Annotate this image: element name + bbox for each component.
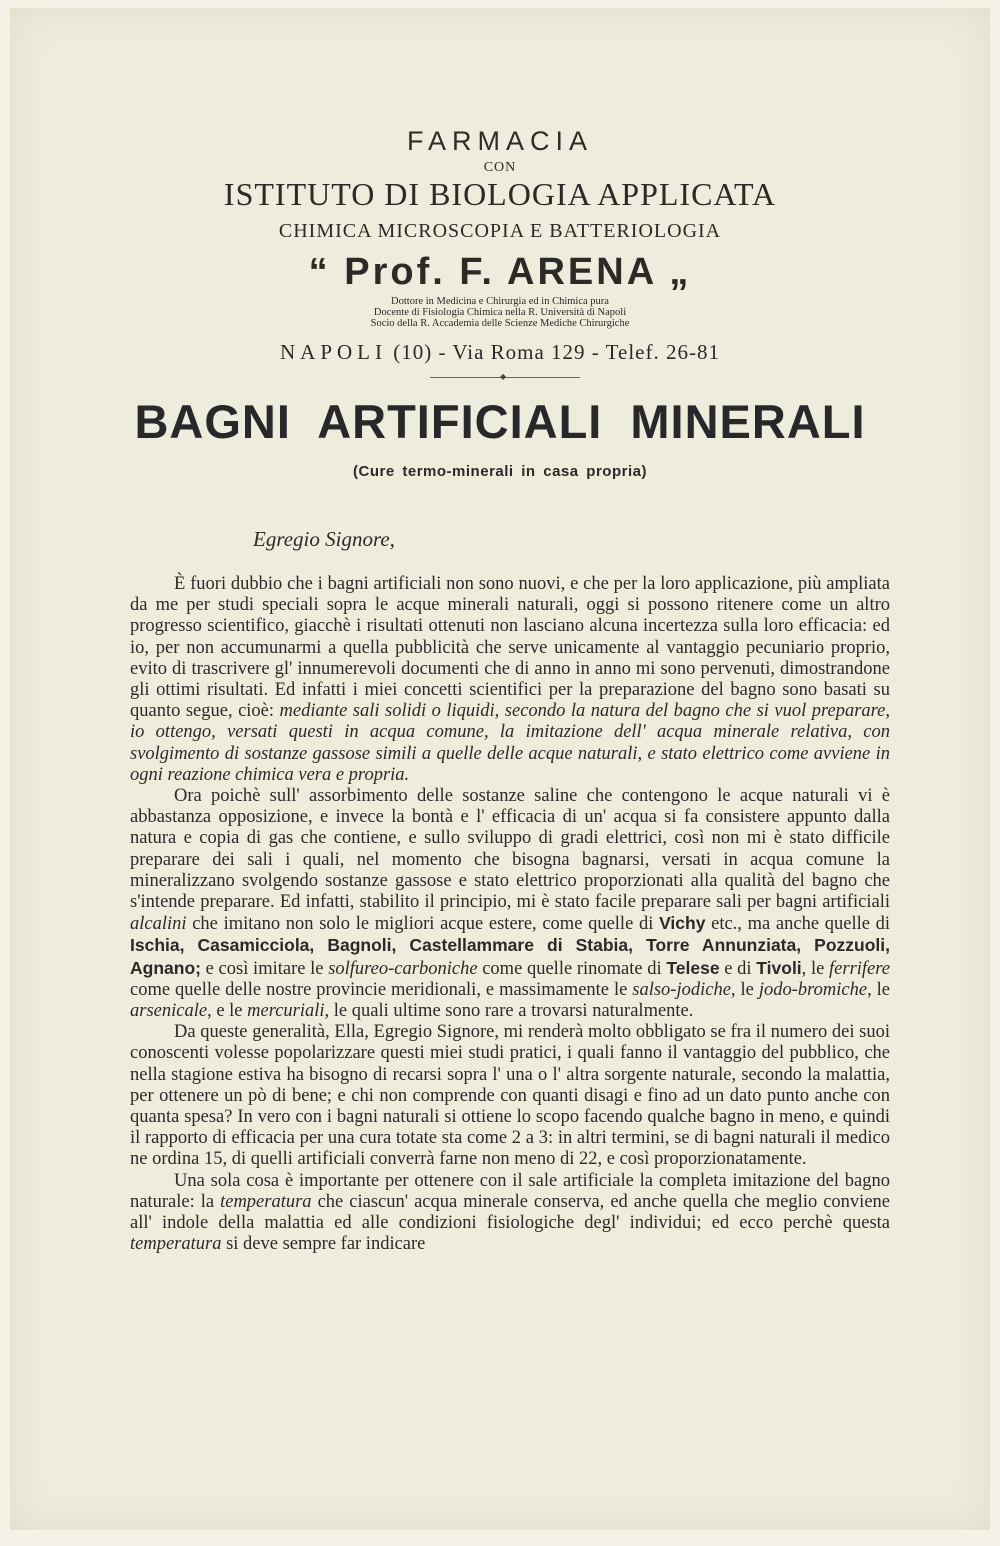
address-street: (10) - Via Roma 129 - Telef. 26-81 [386,340,720,364]
text-run-italic: arsenicale [130,1001,208,1022]
text-run: etc., ma anche quelle di [705,914,891,935]
text-run-italic: solfureo-carboniche [328,958,478,979]
text-run: , e le [207,1001,248,1022]
header-address [10,340,990,365]
text-run-italic: jodo-bromiche [758,979,868,1000]
text-run: le quali ultime sono rare a trovarsi naturalmente. [329,1001,694,1022]
divider-ornament: ◆ [500,372,507,381]
letter-body [130,574,890,1256]
paragraph [130,786,890,1022]
page-title: BAGNI ARTIFICIALI MINERALI [134,395,866,448]
text-run-italic: mediante sali solidi o liquidi, secondo la natura del bagno che si vuol preparare, io ottengo, versati questi in acqua comune, la imitazione dell' acqua minerale relativa, con svolgimento di sostanze gassose simili a quelle delle acque naturali, e stato elettrico come avviene in ogni reazione chimica vera e propria. [130,701,890,785]
text-run-italic: mercuriali, [247,1001,330,1022]
header-departments: CHIMICA MICROSCOPIA E BATTERIOLOGIA [278,220,722,242]
salutation: Egregio Signore, [253,527,395,551]
credential-line: Socio della R. Accademia delle Scienze Mediche Chirurgiche [370,318,630,329]
place-name: Vichy [659,913,706,934]
credential-line: Dottore in Medicina e Chirurgia ed in Chimica pura [391,296,609,307]
text-run: che imitano non solo le migliori acque estere, come quelle di [186,914,660,935]
place-names: Ischia, Casamicciola, Bagnoli, Castellammare di Stabia, Torre Annunziata, Pozzuoli, Agnano; [130,935,890,978]
text-run: che ciascun' acqua minerale conserva, ed anche quella che meglio conviene all' indole della malattia ed alle condizioni fisiologiche degl' individui; ed ecco perchè questa [130,1191,890,1234]
paragraph [130,1171,890,1256]
paragraph: Da queste generalità, Ella, Egregio Signore, mi renderà molto obbligato se fra il numero dei suoi conoscenti volesse popolarizzare questi miei studi pratici, i quali fanno il vantaggio del pubblico, che nella stagione estiva ha bisogno di recarsi sopra l' una o l' altra sorgente naturale, secondo la malattia, per ottenere un pò di bene; e chi non comprende con quanti disagi e fino ad un dato punto anche con quanta spesa? In vero con i bagni naturali si ottiene lo scopo facendo qualche bagno in meno, e quindi il rapporto di efficacia per una cura totate sta come 2 a 3: in altri termini, se di bagni naturali il medico ne ordina 15, di quelli artificiali converrà farne non meno di 22, e così proporzionatamente. [130,1022,890,1170]
text-run-italic: ferrifere [829,958,890,979]
text-run: È fuori dubbio che i bagni artificiali non sono nuovi, e che per la loro applicazione, più ampliata da me per studi speciali sopra le acque minerali naturali, oggi si possono ritenere come un altro progresso scientifico, giacchè i risultati ottenuti non lasciano alcuna incertezza sulla loro efficacia: ed io, per non accumunarmi a quella pubblicità che serve unicamente al vantaggio pecuniario proprio, evito di trascrivere gl' innumerevoli documenti che di anno in anno mi sono pervenuti, dimostrandone gli ottimi risultati. Ed infatti i miei concetti scientifici per la preparazione del bagno sono basati su quanto segue, cioè: [130,574,890,722]
text-run: si deve sempre far indicare [221,1234,426,1255]
text-run-italic: alcalini [130,914,187,935]
text-run: , le [801,958,830,979]
header-professor: “ Prof. F. ARENA „ [308,251,692,293]
text-run: Una sola cosa è importante per ottenere con il sale artificiale la completa imitazione del bagno naturale: la [130,1170,890,1212]
text-run: , le [730,979,759,1000]
text-run: Ora poichè sull' assorbimento delle sostanze saline che contengono le acque naturali vi è abbastanza opposizione, e invece la bontà e l' efficacia di un' acqua si fa consistere appunto dalla natura e copia di gas che contiene, e sullo sviluppo di gradi elettrici, così non mi è stato difficile preparare dei sali i quali, nel momento che bisogna bagnarsi, versati in acqua comune la mineralizzano svolgendo sostanze gassose e stato elettrico proporzionati alla qualità del bagno che s'intende preparare. Ed infatti, stabilito il principio, mi è stato facile preparare sali per bagni artificiali [130,786,890,913]
text-run: come quelle delle nostre provincie meridionali, e massimamente le [130,979,633,1000]
header-credentials [10,296,990,329]
text-run: come quelle rinomate di [477,958,667,979]
header-farmacia: FARMACIA [406,126,594,156]
address-city: NAPOLI [279,340,387,364]
text-run: e di [719,958,757,979]
paragraph [130,574,890,786]
text-run-italic: temperatura [220,1191,312,1212]
document-page [10,8,990,1530]
page-subtitle: (Cure termo-minerali in casa propria) [353,463,647,480]
place-name: Tivoli [756,957,802,978]
header-institute: ISTITUTO DI BIOLOGIA APPLICATA [223,176,777,212]
text-run: e così imitare le [200,958,329,979]
header-con: CON [483,160,517,175]
place-name: Telese [666,957,720,978]
credential-line: Docente di Fisiologia Chimica nella R. Università di Napoli [373,307,627,318]
text-run-italic: temperatura [130,1234,222,1255]
text-run-italic: salso-jodiche [632,979,731,1000]
text-run: , le [867,979,890,1000]
